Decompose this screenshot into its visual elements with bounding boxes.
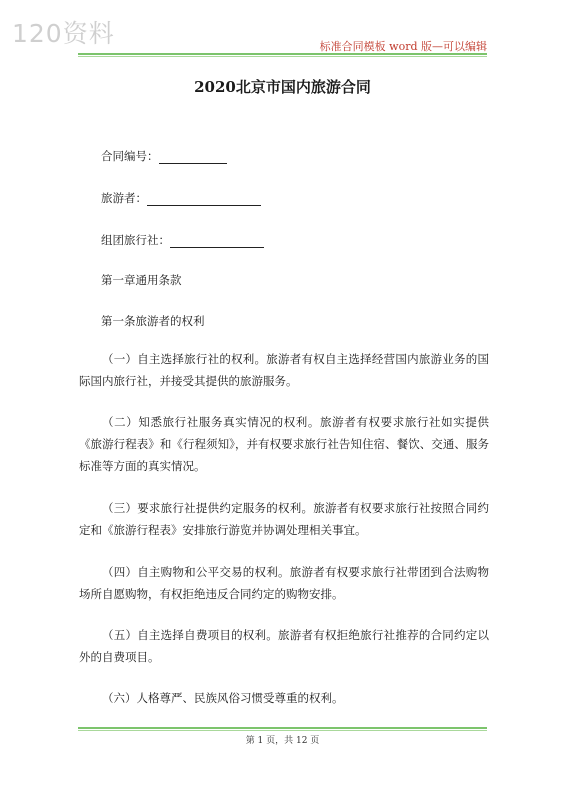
- article-heading: 第一条旅游者的权利: [101, 314, 205, 328]
- chapter-heading: 第一章通用条款: [101, 273, 182, 287]
- contract-number-label: 合同编号：: [101, 149, 159, 163]
- header-rule: [78, 53, 487, 55]
- footer-rule-thin: [78, 730, 487, 731]
- footer-rule: [78, 727, 487, 729]
- paragraph-6: （六）人格尊严、民族风俗习惯受尊重的权利。: [102, 691, 344, 705]
- watermark-logo: 120资料: [12, 19, 115, 48]
- agency-blank: [170, 234, 264, 248]
- paragraph-1: （一）自主选择旅行社的权利。旅游者有权自主选择经营国内旅游业务的国际国内旅行社，并接受其提供的旅游服务。: [79, 352, 489, 388]
- traveler-blank: [147, 192, 261, 206]
- agency-field: [101, 232, 264, 248]
- traveler-field: [101, 190, 261, 206]
- paragraph-4: （四）自主购物和公平交易的权利。旅游者有权要求旅行社带团到合法购物场所自愿购物，有权拒绝违反合同约定的购物安排。: [79, 565, 489, 601]
- header-note: 标准合同模板 word 版—可以编辑: [319, 40, 487, 53]
- paragraph-5: （五）自主选择自费项目的权利。旅游者有权拒绝旅行社推荐的合同约定以外的自费项目。: [79, 628, 489, 664]
- header-rule-thin: [78, 56, 487, 57]
- contract-number-blank: [159, 150, 227, 164]
- paragraph-2: （二）知悉旅行社服务真实情况的权利。旅游者有权要求旅行社如实提供《旅游行程表》和《行程须知》，并有权要求旅行社告知住宿、餐饮、交通、服务标准等方面的真实情况。: [79, 415, 489, 473]
- contract-number-field: [101, 148, 227, 164]
- traveler-label: 旅游者：: [101, 191, 147, 205]
- paragraph-3: （三）要求旅行社提供约定服务的权利。旅游者有权要求旅行社按照合同约定和《旅游行程表》安排旅行游览并协调处理相关事宜。: [79, 501, 489, 537]
- page-number: 第 1 页，共 12 页: [245, 736, 320, 746]
- document-title: 2020北京市国内旅游合同: [194, 78, 371, 96]
- agency-label: 组团旅行社：: [101, 233, 170, 247]
